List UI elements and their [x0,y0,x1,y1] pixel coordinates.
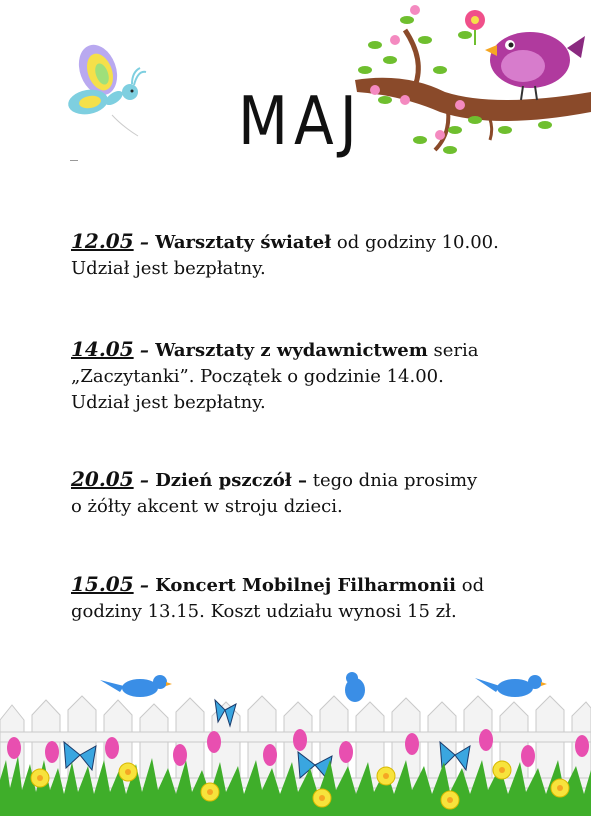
event-line-2: „Zaczytanki”. Początek o godzinie 14.00. [71,366,444,387]
event-details: seria [427,340,479,361]
page-title: MAJ [238,82,363,161]
event-separator: – [133,340,156,361]
event-date: 12.05 [71,229,134,253]
event-separator: – [133,575,156,596]
flowering-branch-icon [345,0,591,165]
event-line-2: o żółty akcent w stroju dzieci. [71,496,343,517]
event-line-3: Udział jest bezpłatny. [71,392,266,413]
event-line-2: godziny 13.15. Koszt udziału wynosi 15 zł. [71,601,457,622]
event-item [71,571,541,625]
event-separator: – [133,232,156,253]
event-item [71,466,541,520]
stray-mark [70,160,78,161]
event-date: 14.05 [71,337,134,361]
bird-icon [485,32,585,100]
event-name: Warsztaty świateł [155,232,332,253]
event-line-2: Udział jest bezpłatny. [71,258,266,279]
butterfly-icon [62,40,162,140]
event-name: Warsztaty z wydawnictwem [155,340,428,361]
event-name: Koncert Mobilnej Filharmonii [155,575,457,596]
event-name: Dzień pszczół – [155,470,307,491]
event-separator: – [133,470,156,491]
event-details: od [456,575,485,596]
event-details: od godziny 10.00. [331,232,499,253]
event-details: tego dnia prosimy [306,470,478,491]
event-date: 15.05 [71,572,134,596]
garden-fence-icon [0,660,591,816]
event-item [71,228,541,282]
event-item [71,336,541,416]
event-date: 20.05 [71,467,134,491]
